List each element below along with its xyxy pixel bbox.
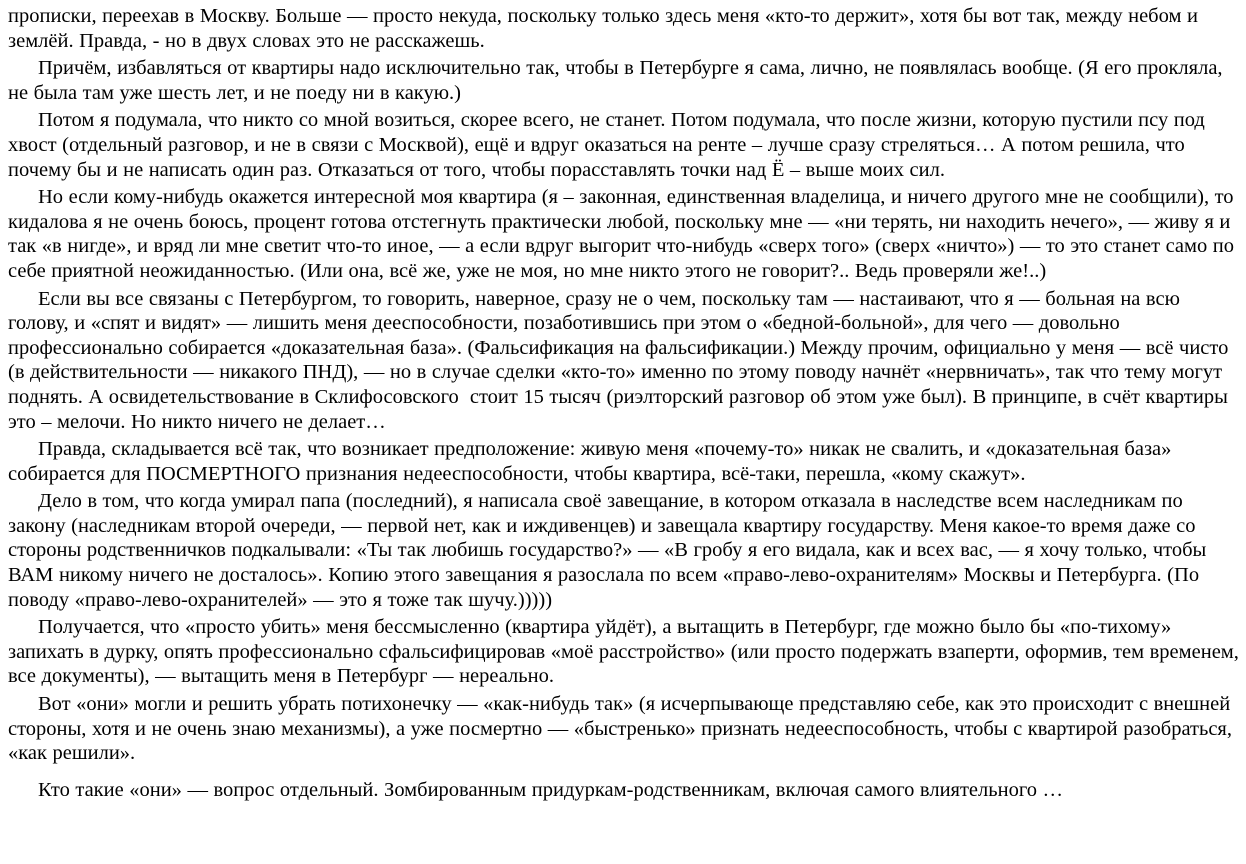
paragraph: Причём, избавляться от квартиры надо исключительно так, чтобы в Петербурге я сама, лично, не появлялась вообще. (Я его прокляла, не была там уже шесть лет, и не поеду ни в какую.): [8, 57, 1229, 104]
paragraph: Правда, складывается всё так, что возникает предположение: живую меня «почему-то» никак не свалить, и «доказательная база» собирается для ПОСМЕРТНОГО признания недееспособности, чтобы квартира, всё-таки, перешла, «кому скажут».: [8, 438, 1177, 485]
paragraph: Вот «они» могли и решить убрать потихонечку — «как-нибудь так» (я исчерпывающе представляю себе, как это происходит с внешней стороны, хотя и не очень знаю механизмы), а уже посмертно — «быстренько» признать недееспособность, чтобы с квартирой разобраться, «как решили».: [8, 693, 1238, 765]
paragraph: прописки, переехав в Москву. Больше — просто некуда, поскольку только здесь меня «кто-то держит», хотя бы вот так, между небом и землёй. Правда, - но в двух словах это не расскажешь.: [8, 5, 1204, 52]
paragraph: Получается, что «просто убить» меня бессмысленно (квартира уйдёт), а вытащить в Петербург, где можно было бы «по-тихому» запихать в дурку, опять профессионально сфальсифицировав «моё расстройство» (или просто подержать взаперти, оформив, тем временем, все документы), — вытащить меня в Петербург — нереально.: [8, 616, 1245, 688]
paragraph: Если вы все связаны с Петербургом, то говорить, наверное, сразу не о чем, поскольку там — настаивают, что я — больная на всю голову, и «спят и видят» — лишить меня дееспособности, позаботившись при этом о «бедной-больной», для чего — довольно профессионально собирается «доказательная база». (Фальсификация на фальсификации.) Между прочим, официально у меня — всё чисто (в действительности — никакого ПНД), — но в случае сделки «кто-то» именно по этому поводу начнёт «нервничать», так что тему могут поднять. А освидетельствование в Склифосовского стоит 15 тысяч (риэлторский разговор об этом уже был). В принципе, в счёт квартиры это – мелочи. Но никто ничего не делает…: [8, 287, 1234, 433]
paragraph: Потом я подумала, что никто со мной возиться, скорее всего, не станет. Потом подумала, что после жизни, которую пустили псу под хвост (отдельный разговор, и не в связи с Москвой), ещё и вдруг оказаться на ренте – лучше сразу стреляться… А потом решила, что почему бы и не написать один раз. Отказаться от того, чтобы порасставлять точки над Ё – выше моих сил.: [8, 109, 1211, 181]
paragraph: Но если кому-нибудь окажется интересной моя квартира (я – законная, единственная владелица, и ничего другого мне не сообщили), то кидалова я не очень боюсь, процент готова отстегнуть практически любой, поскольку мне — «ни терять, ни находить нечего», — живу я и так «в нигде», и вряд ли мне светит что-то иное, — а если вдруг выгорит что-нибудь «сверх того» (сверх «ничто») — то это станет само по себе приятной неожиданностью. (Или она, всё же, уже не моя, но мне никто этого не говорит?.. Ведь проверяли же!..): [8, 186, 1240, 282]
paragraph: Кто такие «они» — вопрос отдельный. Зомбированным придуркам-родственникам, включая самого влиятельного …: [38, 778, 1064, 801]
paragraph: Дело в том, что когда умирал папа (последний), я написала своё завещание, в котором отказала в наследстве всем наследникам по закону (наследникам второй очереди, — первой нет, как и иждивенцев) и завещала квартиру государству. Меня какое-то время даже со стороны родственничков подкалывали: «Ты так любишь государство?» — «В гробу я его видала, как и всех вас, — я хочу только, чтобы ВАМ никому ничего не досталось». Копию этого завещания я разослала по всем «право-лево-охранителям» Москвы и Петербурга. (По поводу «право-лево-охранителей» — это я тоже так шучу.))))): [8, 490, 1212, 611]
